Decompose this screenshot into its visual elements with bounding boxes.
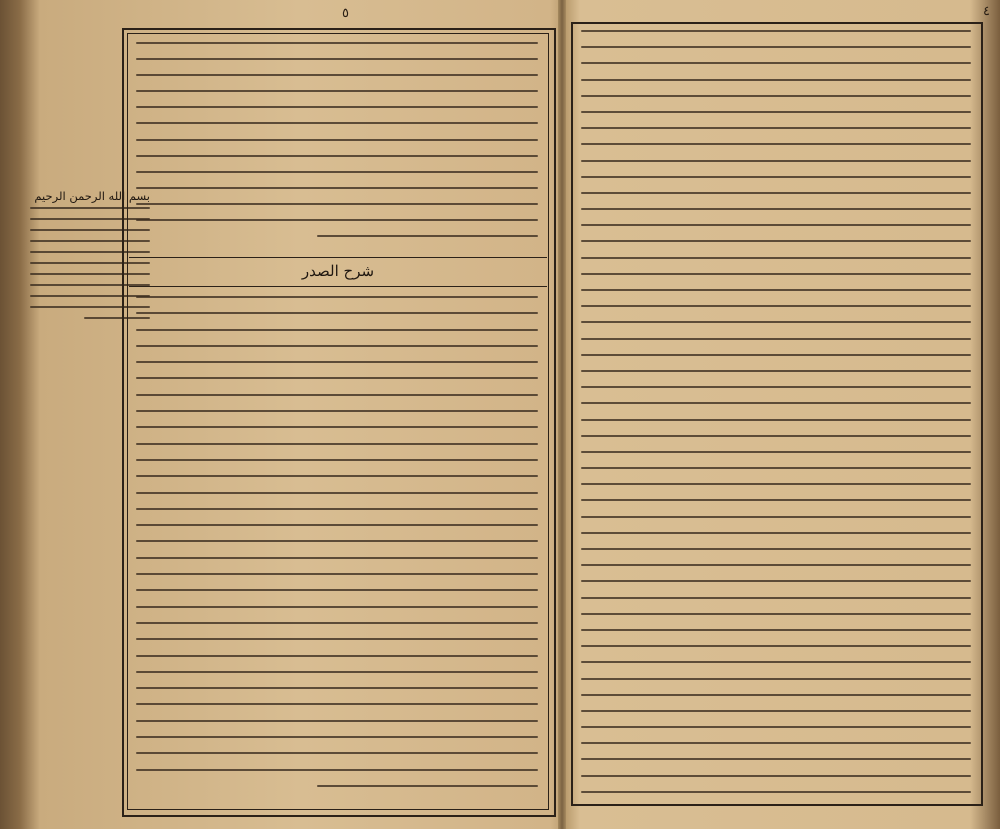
right-text-block (581, 30, 971, 807)
text-line (317, 785, 538, 787)
text-line (136, 687, 538, 689)
text-line (136, 752, 538, 754)
text-line (581, 597, 971, 599)
text-line (136, 443, 538, 445)
text-line (581, 710, 971, 712)
text-line (136, 394, 538, 396)
text-line (581, 467, 971, 469)
text-line (136, 540, 538, 542)
text-line (581, 402, 971, 404)
text-line (136, 655, 538, 657)
text-line (581, 192, 971, 194)
text-line (581, 694, 971, 696)
text-line (136, 219, 538, 221)
text-line (581, 370, 971, 372)
text-line (581, 580, 971, 582)
text-line (136, 187, 538, 189)
text-line (581, 451, 971, 453)
text-line (581, 46, 971, 48)
section-heading (129, 262, 547, 280)
text-line (581, 208, 971, 210)
text-line (581, 321, 971, 323)
text-line (136, 58, 538, 60)
right-page-number: ٤ (983, 4, 990, 19)
text-line (136, 671, 538, 673)
text-line (136, 122, 538, 124)
text-line (581, 79, 971, 81)
text-line (136, 492, 538, 494)
text-line (136, 42, 538, 44)
text-line (136, 345, 538, 347)
text-line (581, 435, 971, 437)
text-line (136, 736, 538, 738)
text-line (136, 377, 538, 379)
text-line (136, 703, 538, 705)
text-line (136, 139, 538, 141)
text-line (581, 127, 971, 129)
text-line (581, 791, 971, 793)
text-line (136, 296, 538, 298)
text-line (136, 638, 538, 640)
text-line (136, 155, 538, 157)
separator-rule-2 (129, 286, 547, 287)
text-line (136, 622, 538, 624)
text-line (581, 111, 971, 113)
margin-note-title: بسم الله الرحمن الرحيم (34, 189, 150, 203)
text-line (581, 338, 971, 340)
text-line (136, 171, 538, 173)
text-line (136, 74, 538, 76)
text-line (581, 742, 971, 744)
text-line (581, 758, 971, 760)
text-line (581, 240, 971, 242)
text-line (581, 289, 971, 291)
text-line (136, 508, 538, 510)
text-line (136, 361, 538, 363)
text-line (136, 589, 538, 591)
text-line (136, 410, 538, 412)
text-line (581, 386, 971, 388)
text-line (136, 720, 538, 722)
text-line (136, 312, 538, 314)
text-line (581, 645, 971, 647)
text-line (581, 516, 971, 518)
text-line (136, 557, 538, 559)
text-line (136, 426, 538, 428)
text-line (581, 160, 971, 162)
text-line (581, 62, 971, 64)
text-line (581, 305, 971, 307)
text-line (581, 548, 971, 550)
text-line (581, 532, 971, 534)
main-text-block (136, 42, 538, 251)
text-line (136, 329, 538, 331)
text-line (581, 95, 971, 97)
right-page (565, 0, 995, 829)
text-line (581, 661, 971, 663)
text-line (581, 775, 971, 777)
text-line (581, 564, 971, 566)
left-page (30, 0, 558, 829)
text-line (136, 606, 538, 608)
text-line (136, 203, 538, 205)
text-line (136, 769, 538, 771)
text-line (136, 90, 538, 92)
text-line (581, 354, 971, 356)
text-line (581, 224, 971, 226)
text-line (581, 273, 971, 275)
text-line (581, 678, 971, 680)
text-line (317, 235, 538, 237)
text-line (581, 176, 971, 178)
text-line (581, 30, 971, 32)
commentary-text-block (136, 296, 538, 801)
text-line (136, 524, 538, 526)
text-line (581, 726, 971, 728)
text-line (136, 475, 538, 477)
text-line (581, 613, 971, 615)
text-line (581, 419, 971, 421)
text-line (581, 499, 971, 501)
text-line (581, 257, 971, 259)
text-line (581, 143, 971, 145)
text-line (136, 106, 538, 108)
text-line (581, 629, 971, 631)
separator-rule (129, 257, 547, 258)
text-line (136, 573, 538, 575)
text-line (581, 483, 971, 485)
section-heading-text: شرح الصدر (301, 262, 375, 280)
left-page-number: ٥ (342, 6, 349, 21)
text-line (136, 459, 538, 461)
